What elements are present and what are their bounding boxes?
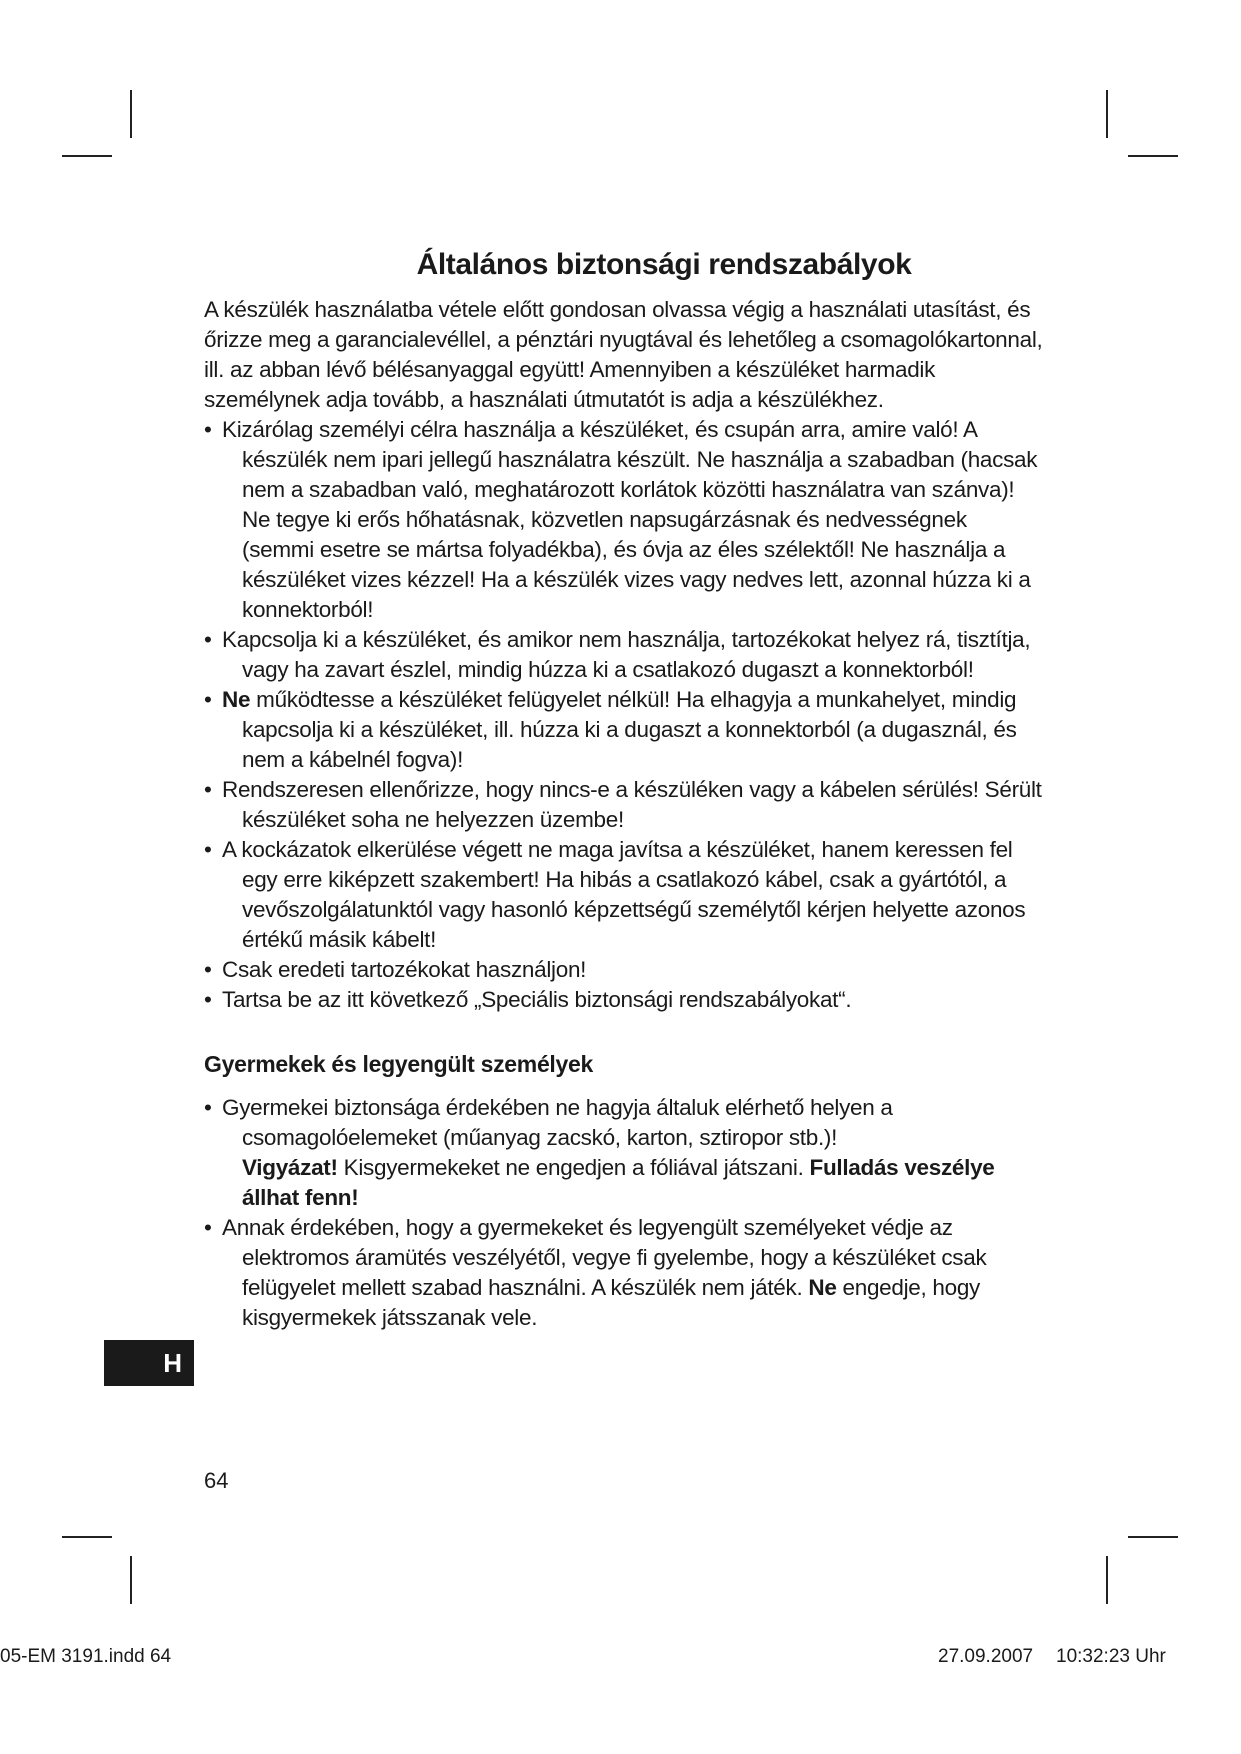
emphasis: Ne (808, 1275, 837, 1300)
intro-paragraph: A készülék használatba vétele előtt gondosan olvassa végig a használati utasítást, és őrizze meg a garancialevéllel, a pénztári nyugtával és lehetőleg a csomagolókartonnal, ill. az abban lévő bélésanyaggal együtt! Amennyiben a készüléket harmadik személynek adja tovább, a használati útmutatót is adja a készülékhez. (204, 297, 1043, 412)
crop-mark (130, 90, 132, 138)
crop-mark (62, 155, 112, 157)
list-item: • Ne működtesse a készüléket felügyelet nélkül! Ha elhagyja a munkahelyet, mindig kapcsolja ki a készüléket, ill. húzza ki a dugaszt a konnektorból (a dugasznál, és nem a kábelnél fogva)! (204, 685, 1044, 775)
crop-mark (1106, 1556, 1108, 1604)
warning-label: Vigyázat! (242, 1155, 338, 1180)
list-item: • A kockázatok elkerülése végett ne maga javítsa a készüléket, hanem keressen fel egy erre kiképzett szakembert! Ha hibás a csatlakozó kábel, csak a gyártótól, a vevőszolgálatunktól vagy hasonló képzettségű személytől kérjen helyette azonos értékű másik kábelt! (204, 835, 1044, 955)
warning-emphasis: Fulladás veszélye állhat fenn! (242, 1155, 995, 1210)
crop-mark (1128, 1536, 1178, 1538)
page-number: 64 (204, 1468, 229, 1493)
crop-mark (62, 1536, 112, 1538)
list-item: • Rendszeresen ellenőrizze, hogy nincs-e a készüléken vagy a kábelen sérülés! Sérült készüléket soha ne helyezzen üzembe! (204, 775, 1044, 835)
children-list (204, 1093, 1044, 1153)
children-list-2 (204, 1213, 1044, 1333)
footer-time: 10:32:23 Uhr (1056, 1646, 1166, 1667)
footer-file: 05-EM 3191.indd 64 (0, 1646, 172, 1667)
section-heading: Gyermekek és legyengült személyek (204, 1051, 593, 1077)
language-tab: H (104, 1340, 194, 1386)
list-item: • Tartsa be az itt következő „Speciális biztonsági rendszabályokat“. (204, 985, 1044, 1015)
list-item: • Kapcsolja ki a készüléket, és amikor nem használja, tartozékokat helyez rá, tisztítja, vagy ha zavart észlel, mindig húzza ki a csatlakozó dugaszt a konnektorból! (204, 625, 1044, 685)
crop-mark (130, 1556, 132, 1604)
list-item: • Csak eredeti tartozékokat használjon! (204, 955, 1044, 985)
emphasis: Ne (222, 687, 251, 712)
warning-paragraph: Vigyázat! Kisgyermekeket ne engedjen a fóliával játszani. Fulladás veszélye állhat fenn! (242, 1155, 995, 1210)
list-item: • Gyermekei biztonsága érdekében ne hagyja általuk elérhető helyen a csomagolóelemeket (műanyag zacskó, karton, sztiropor stb.)! (204, 1093, 1044, 1153)
list-item: • Annak érdekében, hogy a gyermekeket és legyengült személyeket védje az elektromos áramütés veszélyétől, vegye fi gyelembe, hogy a készüléket csak felügyelet mellett szabad használni. A készülék nem játék. Ne engedje, hogy kisgyermekek játsszanak vele. (204, 1213, 1044, 1333)
crop-mark (1128, 155, 1178, 157)
page-content (204, 245, 1044, 1333)
list-item: • Kizárólag személyi célra használja a készüléket, és csupán arra, amire való! A készülék nem ipari jellegű használatra készült. Ne használja a szabadban (hacsak nem a szabadban való, meghatározott korlátok közötti használatra van szánva)! Ne tegye ki erős hőhatásnak, közvetlen napsugárzásnak és nedvességnek (semmi esetre se mártsa folyadékba), és óvja az éles szélektől! Ne használja a készüléket vizes kézzel! Ha a készülék vizes vagy nedves lett, azonnal húzza ki a konnektorból! (204, 415, 1044, 625)
safety-rules-list (204, 415, 1044, 1015)
footer-date: 27.09.2007 (938, 1646, 1034, 1667)
page-title: Általános biztonsági rendszabályok (416, 248, 912, 281)
crop-mark (1106, 90, 1108, 138)
